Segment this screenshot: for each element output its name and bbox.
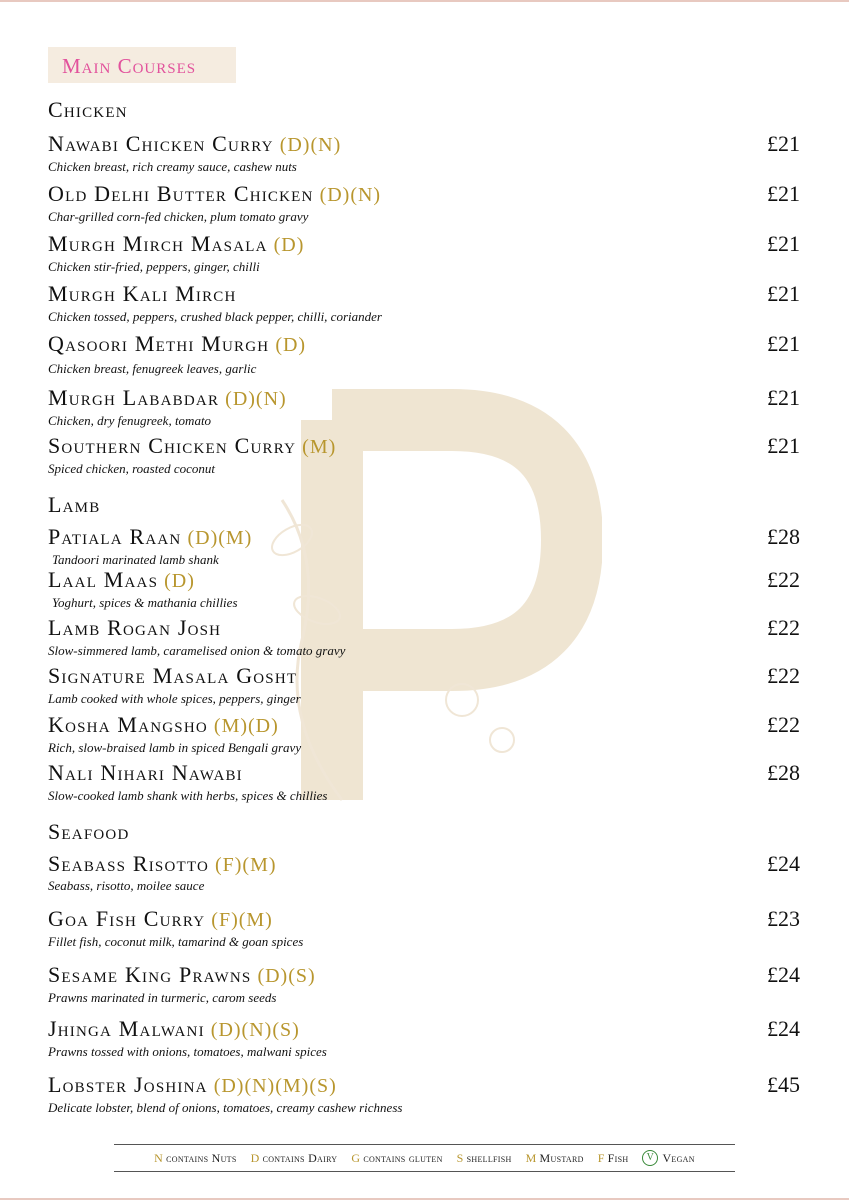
item-price: £21 <box>767 231 800 256</box>
item-description: Tandoori marinated lamb shank <box>52 552 219 567</box>
allergen-tags: (D)(N)(M)(S) <box>213 1075 337 1097</box>
legend-gluten: G contains gluten <box>351 1150 443 1165</box>
heading-text: Main Courses <box>62 54 197 78</box>
menu-item <box>48 663 800 707</box>
item-price: £21 <box>767 131 800 156</box>
menu-item <box>48 433 800 477</box>
item-description: Seabass, risotto, moilee sauce <box>48 878 205 893</box>
menu-item <box>48 1016 800 1060</box>
item-name: Murgh Lababdar (D)(N) <box>48 385 287 410</box>
item-price: £22 <box>767 567 800 592</box>
item-description: Chicken stir-fried, peppers, ginger, chilli <box>48 259 260 274</box>
allergen-tags: (D)(N)(S) <box>210 1019 300 1041</box>
menu-item <box>48 760 800 804</box>
item-description: Prawns tossed with onions, tomatoes, malwani spices <box>48 1044 327 1059</box>
item-description: Spiced chicken, roasted coconut <box>48 461 216 476</box>
item-name: Sesame King Prawns (D)(S) <box>48 962 316 987</box>
item-name: Kosha Mangsho (M)(D) <box>48 712 279 737</box>
item-price: £22 <box>767 663 800 688</box>
item-description: Chicken, dry fenugreek, tomato <box>48 413 212 428</box>
item-name: Seabass Risotto (F)(M) <box>48 851 277 876</box>
allergen-tags: (D)(N) <box>225 388 287 410</box>
allergen-tags: (D)(N) <box>279 134 342 156</box>
item-description: Lamb cooked with whole spices, peppers, ginger <box>48 691 301 706</box>
item-price: £22 <box>767 615 800 640</box>
menu-item <box>48 231 800 275</box>
item-price: £24 <box>767 962 800 987</box>
item-name: Qasoori Methi Murgh (D) <box>48 331 307 356</box>
item-price: £21 <box>767 433 800 458</box>
item-name: Nali Nihari Nawabi <box>48 760 243 785</box>
allergen-tags: (M)(D) <box>213 715 279 737</box>
item-price: £23 <box>767 906 800 931</box>
item-price: £45 <box>767 1072 800 1097</box>
item-description: Yoghurt, spices & mathania chillies <box>52 595 238 610</box>
allergen-legend <box>114 1144 735 1172</box>
legend-dairy: D contains Dairy <box>250 1150 338 1165</box>
item-description: Delicate lobster, blend of onions, tomatoes, creamy cashew richness <box>48 1100 403 1115</box>
item-name: Murgh Mirch Masala (D) <box>48 231 305 256</box>
legend-vegan: V Vegan <box>642 1150 694 1166</box>
legend-mustard: M Mustard <box>525 1150 584 1165</box>
legend-fish: F Fish <box>597 1150 629 1165</box>
item-description: Chicken breast, fenugreek leaves, garlic <box>48 361 257 376</box>
item-price: £24 <box>767 851 800 876</box>
allergen-tags: (D) <box>275 334 307 356</box>
menu-item <box>48 281 800 325</box>
legend-nuts: N contains Nuts <box>154 1150 237 1165</box>
item-price: £22 <box>767 712 800 737</box>
menu-item <box>48 331 800 375</box>
allergen-tags: (D)(N) <box>319 184 382 206</box>
item-name: Old Delhi Butter Chicken (D)(N) <box>48 181 382 206</box>
item-description: Chicken breast, rich creamy sauce, cashew nuts <box>48 159 297 174</box>
section-title-lamb: Lamb <box>48 492 101 517</box>
menu-item <box>48 385 800 429</box>
allergen-tags: (F)(M) <box>211 909 273 931</box>
allergen-tags: (D)(M) <box>187 527 253 549</box>
allergen-tags: (D) <box>273 234 305 256</box>
section-title-seafood: Seafood <box>48 819 130 844</box>
menu-item <box>48 524 800 568</box>
menu-item <box>48 131 800 175</box>
allergen-tags: (F)(M) <box>214 854 277 876</box>
item-name: Nawabi Chicken Curry (D)(N) <box>48 131 342 156</box>
item-price: £24 <box>767 1016 800 1041</box>
vegan-leaf-icon: V <box>642 1150 658 1166</box>
item-price: £21 <box>767 385 800 410</box>
menu-item <box>48 567 800 611</box>
legend-shellfish: S shellfish <box>456 1150 512 1165</box>
allergen-tags: (D)(S) <box>257 965 316 987</box>
item-price: £21 <box>767 181 800 206</box>
item-name: Laal Maas (D) <box>48 567 195 592</box>
item-name: Jhinga Malwani (D)(N)(S) <box>48 1016 300 1041</box>
item-name: Lobster Joshina (D)(N)(M)(S) <box>48 1072 337 1097</box>
allergen-tags: (D) <box>164 570 195 592</box>
allergen-tags: (M) <box>302 436 337 458</box>
item-name: Murgh Kali Mirch <box>48 281 237 306</box>
menu-item <box>48 906 800 950</box>
item-description: Chicken tossed, peppers, crushed black pepper, chilli, coriander <box>48 309 382 324</box>
menu-item <box>48 962 800 1006</box>
section-title-chicken: Chicken <box>48 97 128 122</box>
item-description: Char-grilled corn-fed chicken, plum tomato gravy <box>48 209 309 224</box>
item-description: Slow-simmered lamb, caramelised onion & tomato gravy <box>48 643 346 658</box>
item-description: Slow-cooked lamb shank with herbs, spices & chillies <box>48 788 328 803</box>
top-border <box>0 0 849 2</box>
menu-item <box>48 1072 800 1116</box>
item-name: Lamb Rogan Josh <box>48 615 222 640</box>
menu-item <box>48 851 800 895</box>
item-price: £28 <box>767 524 800 549</box>
item-name: Goa Fish Curry (F)(M) <box>48 906 273 931</box>
item-price: £21 <box>767 331 800 356</box>
item-price: £21 <box>767 281 800 306</box>
item-name: Southern Chicken Curry (M) <box>48 433 337 458</box>
item-name: Patiala Raan (D)(M) <box>48 524 253 549</box>
menu-item <box>48 181 800 225</box>
item-name: Signature Masala Gosht <box>48 663 298 688</box>
item-description: Fillet fish, coconut milk, tamarind & goan spices <box>48 934 304 949</box>
item-description: Prawns marinated in turmeric, carom seeds <box>48 990 277 1005</box>
main-courses-heading <box>48 47 236 83</box>
menu-item <box>48 615 800 659</box>
menu-item <box>48 712 800 756</box>
item-description: Rich, slow-braised lamb in spiced Bengali gravy <box>48 740 302 755</box>
item-price: £28 <box>767 760 800 785</box>
